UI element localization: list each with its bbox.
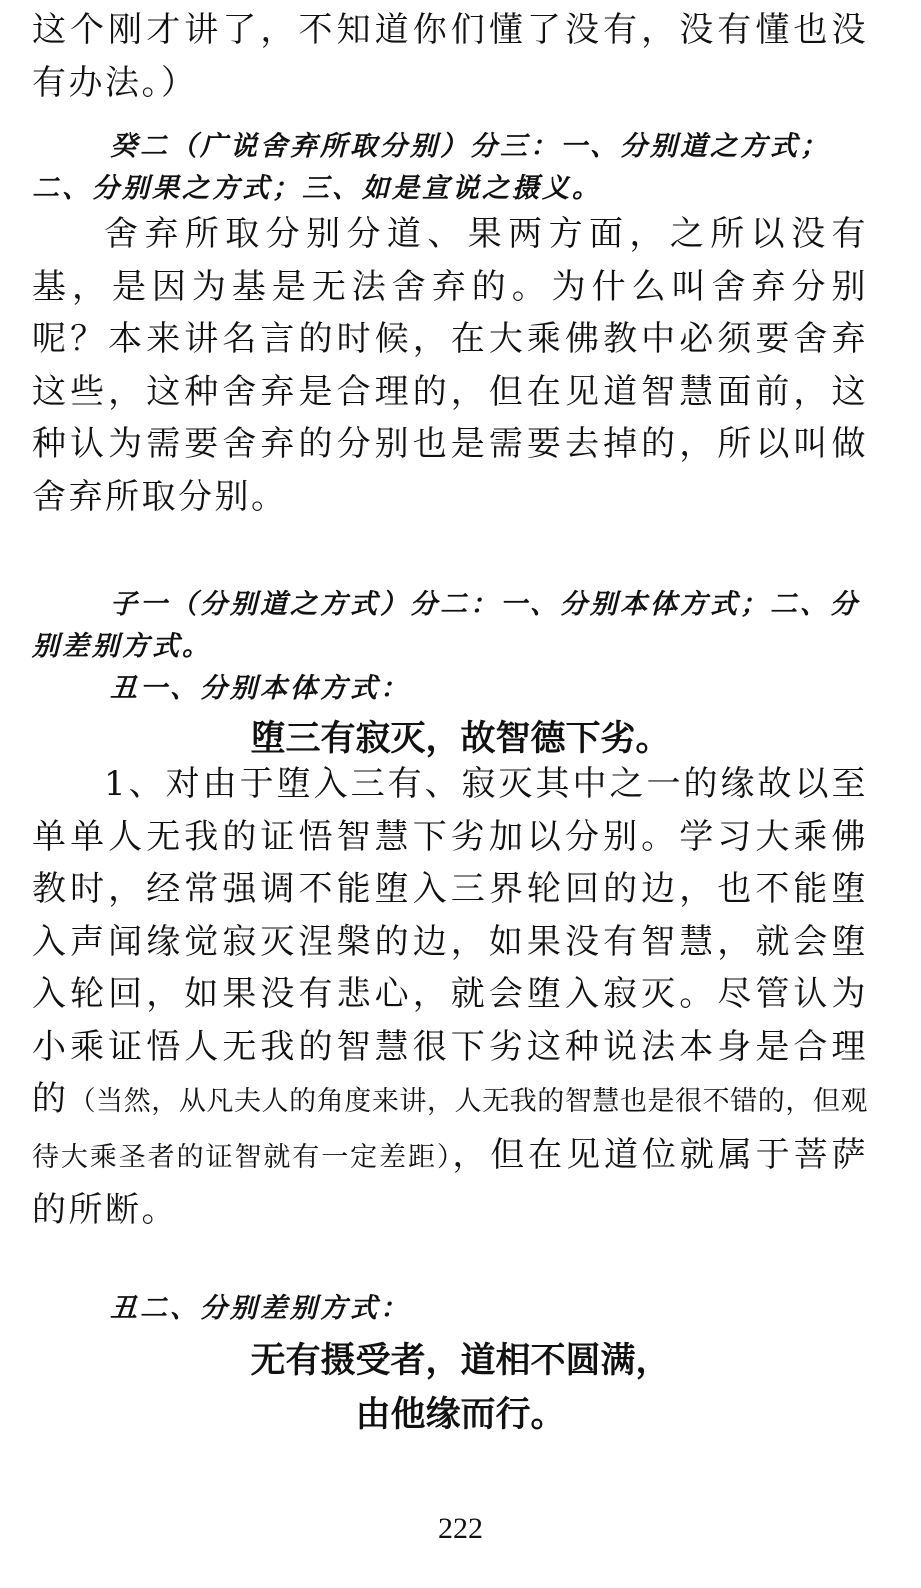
root-verse-2-line-2: 由他缘而行。 (355, 1395, 566, 1435)
root-verse-1: 堕三有寂灭，故智德下劣。 (250, 719, 671, 759)
page-number: 222 (438, 1512, 483, 1545)
commentary-tail-text: ，但在见道位就属于菩萨的所断。 (32, 1134, 869, 1230)
paragraph-commentary-1 (32, 758, 868, 1237)
commentary-parenthetical-note: （当然，从凡夫人的角度来讲，人无我的智慧也是很不错的，但观待大乘圣者的证智就有一定差距） (32, 1086, 869, 1173)
paragraph-discard-grasped-conception: 舍弃所取分别分道、果两方面，之所以没有基，是因为基是无法舍弃的。为什么叫舍弃分别呢？本来讲名言的时候，在大乘佛教中必须要舍弃这些，这种舍弃是合理的，但在见道智慧面前，这种认为需要舍弃的分别也是需要去掉的，所以叫做舍弃所取分别。 (32, 214, 868, 517)
continued-text-line: 这个刚才讲了，不知道你们懂了没有，没有懂也没有办法。） (32, 10, 868, 103)
section-heading-gui-er: 癸二（广说舍弃所取分别）分三：一、分别道之方式；二、分别果之方式；三、如是宣说之摄义。 (32, 131, 830, 204)
subheading-chou-yi: 丑一、分别本体方式： (110, 673, 410, 704)
root-verse-2-line-1: 无有摄受者，道相不圆满， (250, 1341, 671, 1381)
commentary-main-text: 1、对由于堕入三有、寂灭其中之一的缘故以至单单人无我的证悟智慧下劣加以分别。学习大乘佛教时，经常强调不能堕入三界轮回的边，也不能堕入声闻缘觉寂灭涅槃的边，如果没有智慧，就会堕入轮回，如果没有悲心，就会堕入寂灭。尽管认为小乘证悟人无我的智慧很下劣这种说法本身是合理的 (32, 764, 868, 1119)
section-heading-zi-yi: 子一（分别道之方式）分二：一、分别本体方式；二、分别差别方式。 (32, 589, 860, 662)
subheading-chou-er: 丑二、分别差别方式： (110, 1293, 410, 1324)
